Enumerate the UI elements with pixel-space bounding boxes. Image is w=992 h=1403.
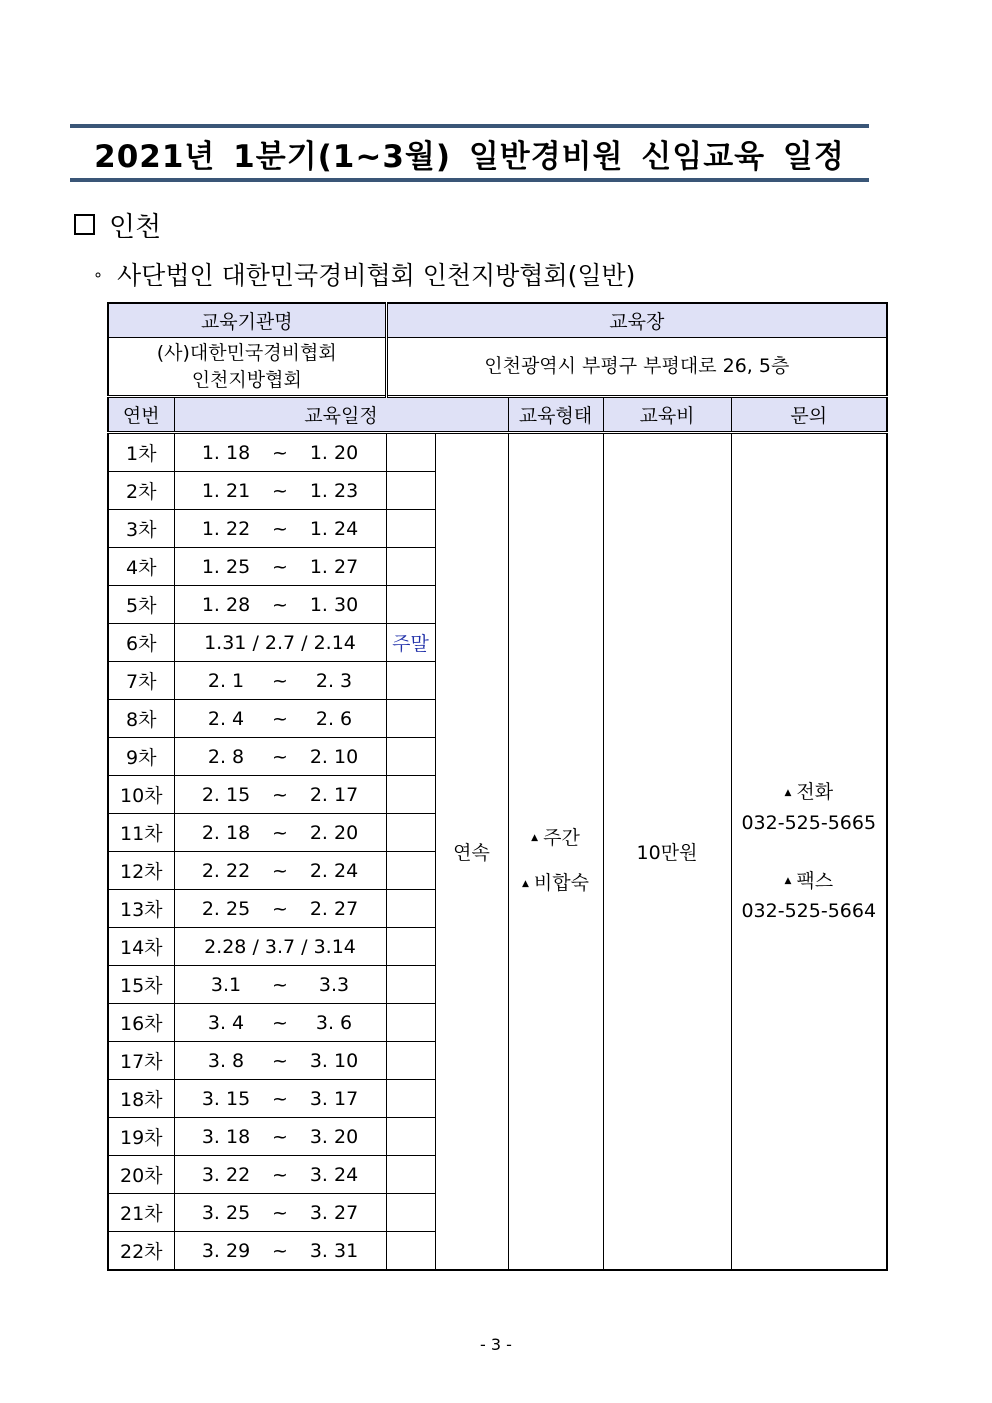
- title-banner: [70, 124, 869, 182]
- round-cell: 10차: [108, 776, 174, 814]
- round-cell: 4차: [108, 548, 174, 586]
- date-tilde: ~: [272, 1125, 288, 1148]
- date-end: 2. 27: [309, 897, 359, 920]
- date-end: 3. 6: [315, 1011, 353, 1034]
- round-cell: 13차: [108, 890, 174, 928]
- date-start: 2. 1: [207, 669, 245, 692]
- date-range-cell: [174, 472, 386, 510]
- schedule-table: [107, 302, 888, 1271]
- date-start: 1. 21: [201, 479, 251, 502]
- phone-label: 전화: [796, 781, 834, 803]
- date-end: 3. 10: [309, 1049, 359, 1072]
- date-start: 1. 28: [201, 593, 251, 616]
- triangle-marker-icon: ▲: [522, 878, 529, 889]
- round-cell: 21차: [108, 1194, 174, 1232]
- date-end: 2. 3: [315, 669, 353, 692]
- fee-value: 10만원: [636, 842, 698, 864]
- date-tilde: ~: [272, 745, 288, 768]
- round-cell: 17차: [108, 1042, 174, 1080]
- note-cell: [386, 776, 435, 814]
- date-end: 1. 23: [309, 479, 359, 502]
- continuous-cell: [435, 433, 508, 1271]
- date-tilde: ~: [272, 973, 288, 996]
- date-range-cell: [174, 890, 386, 928]
- note-cell: [386, 586, 435, 624]
- date-tilde: ~: [272, 897, 288, 920]
- date-range-cell: [174, 1118, 386, 1156]
- date-end: 1. 20: [309, 441, 359, 464]
- date-end: 2. 20: [309, 821, 359, 844]
- date-range-cell: [174, 662, 386, 700]
- round-cell: 19차: [108, 1118, 174, 1156]
- round-cell: 22차: [108, 1232, 174, 1271]
- date-range-cell: [174, 852, 386, 890]
- date-range-cell: [174, 1004, 386, 1042]
- note-cell: [386, 890, 435, 928]
- note-cell: [386, 1118, 435, 1156]
- date-range-cell: [174, 586, 386, 624]
- date-tilde: ~: [272, 1087, 288, 1110]
- date-range-cell: [174, 1042, 386, 1080]
- date-start: 3. 29: [201, 1239, 251, 1262]
- col-schedule: 교육일정: [174, 397, 508, 433]
- note-cell: [386, 548, 435, 586]
- type-cell: [508, 433, 603, 1271]
- circle-bullet-icon: ∘: [93, 264, 104, 284]
- subsection-title: 사단법인 대한민국경비협회 인천지방협회(일반): [117, 261, 636, 290]
- date-end: 1. 24: [309, 517, 359, 540]
- institution-name: [108, 338, 386, 397]
- date-start: 3. 25: [201, 1201, 251, 1224]
- round-cell: 8차: [108, 700, 174, 738]
- round-cell: 18차: [108, 1080, 174, 1118]
- date-range-cell: [174, 814, 386, 852]
- date-end: 2. 6: [315, 707, 353, 730]
- table-row: [108, 433, 887, 472]
- note-cell: [386, 510, 435, 548]
- date-tilde: ~: [272, 1011, 288, 1034]
- section-title: 인천: [109, 212, 162, 243]
- date-tilde: ~: [272, 783, 288, 806]
- round-cell: 9차: [108, 738, 174, 776]
- date-end: 1. 27: [309, 555, 359, 578]
- date-tilde: ~: [272, 555, 288, 578]
- date-start: 1. 22: [201, 517, 251, 540]
- date-end: 3.3: [318, 973, 350, 996]
- round-cell: 5차: [108, 586, 174, 624]
- date-start: 3.1: [210, 973, 242, 996]
- note-cell: [386, 433, 435, 472]
- date-tilde: ~: [272, 441, 288, 464]
- triangle-marker-icon: ▲: [784, 787, 792, 798]
- note-cell: [386, 1194, 435, 1232]
- date-end: 3. 20: [309, 1125, 359, 1148]
- date-tilde: ~: [272, 1201, 288, 1224]
- note-cell: [386, 1004, 435, 1042]
- date-start: 3. 8: [207, 1049, 245, 1072]
- round-cell: 7차: [108, 662, 174, 700]
- date-end: 3. 31: [309, 1239, 359, 1262]
- note-cell: [386, 1232, 435, 1271]
- date-start: 1. 25: [201, 555, 251, 578]
- date-start: 2. 18: [201, 821, 251, 844]
- round-cell: 1차: [108, 433, 174, 472]
- col-fee: 교육비: [603, 397, 731, 433]
- date-range-cell: [174, 776, 386, 814]
- page-number: - 3 -: [480, 1335, 512, 1354]
- date-start: 3. 15: [201, 1087, 251, 1110]
- date-range-cell: [174, 1080, 386, 1118]
- note-cell: [386, 472, 435, 510]
- date-range-cell: [174, 738, 386, 776]
- fax-number: 032-525-5664: [741, 900, 877, 922]
- type-daytime: 주간: [543, 826, 580, 849]
- date-range-cell: [174, 624, 386, 662]
- col-type: 교육형태: [508, 397, 603, 433]
- round-cell: 11차: [108, 814, 174, 852]
- date-end: 3. 27: [309, 1201, 359, 1224]
- type-nonresidential: 비합숙: [533, 872, 589, 895]
- header-location: 교육장: [386, 303, 887, 338]
- date-range-cell: [174, 700, 386, 738]
- note-cell: [386, 852, 435, 890]
- note-cell: [386, 738, 435, 776]
- continuous-label: 연속: [453, 842, 490, 864]
- phone-number: 032-525-5665: [741, 811, 877, 834]
- date-start: 3. 4: [207, 1011, 245, 1034]
- institution-name-line1: (사)대한민국경비협회: [156, 341, 337, 364]
- note-cell: [386, 1080, 435, 1118]
- date-tilde: ~: [272, 593, 288, 616]
- date-range-cell: [174, 1194, 386, 1232]
- date-tilde: ~: [272, 859, 288, 882]
- round-cell: 2차: [108, 472, 174, 510]
- date-tilde: ~: [272, 479, 288, 502]
- note-cell: [386, 700, 435, 738]
- date-tilde: ~: [272, 707, 288, 730]
- triangle-marker-icon: ▲: [784, 876, 792, 886]
- date-range-cell: [174, 928, 386, 966]
- date-range-cell: [174, 1232, 386, 1271]
- col-round: 연번: [108, 397, 174, 433]
- note-cell: [386, 928, 435, 966]
- date-end: 2. 24: [309, 859, 359, 882]
- round-cell: 16차: [108, 1004, 174, 1042]
- date-tilde: ~: [272, 1049, 288, 1072]
- round-cell: 12차: [108, 852, 174, 890]
- note-cell: [386, 966, 435, 1004]
- date-tilde: ~: [272, 1163, 288, 1186]
- date-end: 2. 17: [309, 783, 359, 806]
- header-institution: 교육기관명: [108, 303, 386, 338]
- section-heading: [74, 205, 161, 244]
- date-range-cell: [174, 433, 386, 472]
- round-cell: 6차: [108, 624, 174, 662]
- subsection-heading: [93, 256, 635, 292]
- date-end: 2. 10: [309, 745, 359, 768]
- date-start: 1. 18: [201, 441, 251, 464]
- date-tilde: ~: [272, 669, 288, 692]
- date-range-cell: [174, 966, 386, 1004]
- round-cell: 20차: [108, 1156, 174, 1194]
- date-tilde: ~: [272, 1239, 288, 1262]
- date-start: 2. 4: [207, 707, 245, 730]
- note-cell: [386, 814, 435, 852]
- date-end: 3. 17: [309, 1087, 359, 1110]
- date-end: 3. 24: [309, 1163, 359, 1186]
- date-range-cell: [174, 548, 386, 586]
- date-list: 1.31 / 2.7 / 2.14: [204, 631, 356, 654]
- note-cell: [386, 1156, 435, 1194]
- fee-cell: [603, 433, 731, 1271]
- note-cell: [386, 662, 435, 700]
- date-range-cell: [174, 510, 386, 548]
- date-tilde: ~: [272, 821, 288, 844]
- date-tilde: ~: [272, 517, 288, 540]
- date-start: 2. 22: [201, 859, 251, 882]
- date-start: 3. 18: [201, 1125, 251, 1148]
- contact-cell: [731, 433, 887, 1271]
- checkbox-square-icon: [74, 214, 95, 235]
- note-cell: [386, 1042, 435, 1080]
- fax-label: 팩스: [796, 869, 834, 892]
- round-cell: 14차: [108, 928, 174, 966]
- page-title: 2021년 1분기(1~3월) 일반경비원 신임교육 일정: [94, 138, 845, 175]
- institution-name-line2: 인천지방협회: [191, 368, 302, 391]
- date-range-cell: [174, 1156, 386, 1194]
- note-cell: 주말: [386, 624, 435, 662]
- triangle-marker-icon: ▲: [531, 833, 539, 844]
- location-address: 인천광역시 부평구 부평대로 26, 5층: [386, 338, 887, 397]
- col-contact: 문의: [731, 397, 887, 433]
- round-cell: 3차: [108, 510, 174, 548]
- date-end: 1. 30: [309, 593, 359, 616]
- date-start: 2. 15: [201, 783, 251, 806]
- date-start: 3. 22: [201, 1163, 251, 1186]
- date-list: 2.28 / 3.7 / 3.14: [204, 935, 356, 958]
- date-start: 2. 25: [201, 897, 251, 920]
- round-cell: 15차: [108, 966, 174, 1004]
- date-start: 2. 8: [207, 745, 245, 768]
